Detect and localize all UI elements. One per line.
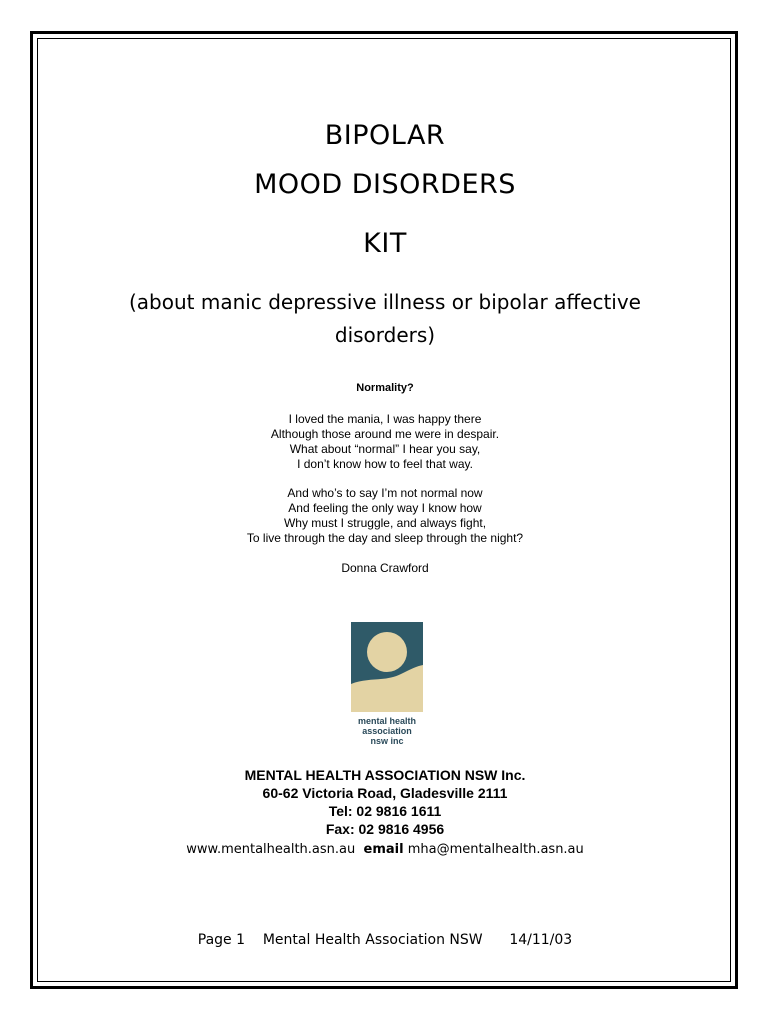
logo-text-line: association [362, 726, 412, 736]
subtitle [40, 286, 730, 352]
poem-stanza-1 [40, 412, 730, 472]
poem-stanza-2 [40, 486, 730, 546]
poem-author: Donna Crawford [341, 561, 429, 575]
title-line-2: MOOD DISORDERS [254, 169, 516, 200]
logo-text-line: nsw inc [370, 736, 404, 746]
footer-org: Mental Health Association NSW [262, 932, 483, 948]
logo-sun [367, 632, 407, 672]
website-link[interactable]: www.mentalhealth.asn.au [186, 842, 356, 857]
title-line-1: BIPOLAR [324, 120, 446, 151]
poem-heading: Normality? [356, 382, 414, 394]
organization-name: MENTAL HEALTH ASSOCIATION NSW Inc. [244, 767, 526, 783]
poem-line: To live through the day and sleep through the night? [246, 531, 524, 545]
footer-page: Page 1 [197, 932, 246, 948]
logo-text [330, 716, 444, 746]
footer-date: 14/11/03 [509, 932, 573, 948]
contact-line [40, 842, 730, 857]
poem-line: And who’s to say I’m not normal now [287, 486, 483, 500]
poem-line: And feeling the only way I know how [288, 501, 482, 515]
email-label: email [363, 842, 404, 857]
poem-line: What about “normal” I hear you say, [289, 442, 481, 456]
poem-line: I don’t know how to feel that way. [297, 457, 473, 471]
logo-text-line: mental health [357, 716, 416, 726]
organization-tel: Tel: 02 9816 1611 [328, 803, 442, 819]
poem-line: Why must I struggle, and always fight, [283, 516, 487, 530]
organization-fax: Fax: 02 9816 4956 [325, 821, 445, 837]
subtitle-line-2: disorders) [334, 323, 436, 347]
poem-line: I loved the mania, I was happy there [288, 412, 482, 426]
poem-line: Although those around me were in despair. [270, 427, 500, 441]
subtitle-line-1: (about manic depressive illness or bipolar affective [129, 290, 641, 314]
association-logo [351, 622, 423, 712]
page-footer [40, 932, 730, 948]
organization-address: 60-62 Victoria Road, Gladesville 2111 [262, 785, 508, 801]
title-line-3: KIT [363, 228, 407, 259]
email-link[interactable]: mha@mentalhealth.asn.au [407, 842, 584, 857]
organization-block [40, 766, 730, 838]
